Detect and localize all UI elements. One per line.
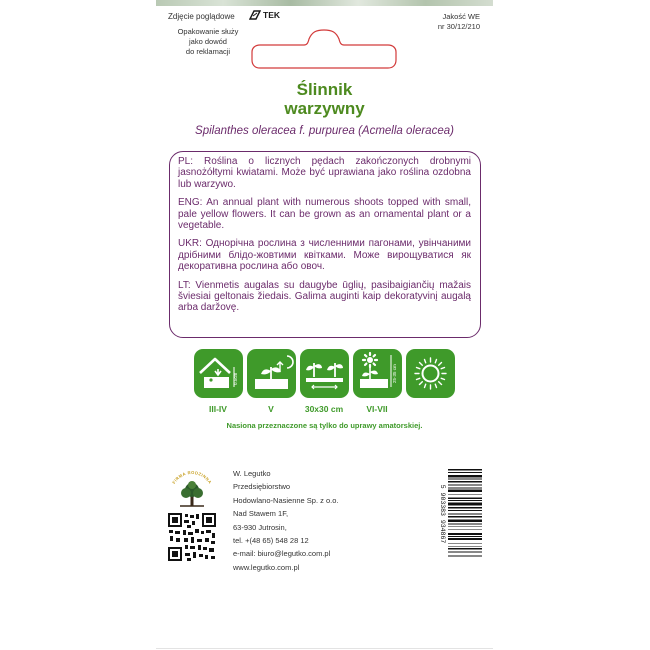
barcode-bar bbox=[448, 536, 482, 537]
tek-leaf-icon bbox=[249, 10, 261, 20]
description-pl: PL: Roślina o licznych pędach zakończonych drobnymi jasnożółtymi kwiatami. Może być uprawiana jako roślina ozdobna lub warzywo. bbox=[178, 156, 471, 190]
barcode-bar bbox=[448, 481, 482, 483]
barcode-bar bbox=[448, 500, 482, 501]
description-eng: ENG: An annual plant with numerous shoots topped with small, pale yellow flowers. It can be grown as an ornamental plant or a vegetable. bbox=[178, 197, 471, 232]
cultivation-icons bbox=[194, 349, 456, 399]
tek-badge bbox=[249, 10, 280, 20]
description-ukr: UKR: Однорічна рослина з численними пагонами, увінчаними дрібними блідо-жовтими квітками. Може вирощуватися як декоративна рослина або овоч. bbox=[178, 238, 471, 273]
plant-spacing-icon bbox=[300, 349, 349, 398]
barcode-bar bbox=[448, 494, 482, 495]
barcode-bar bbox=[448, 552, 482, 553]
barcode-bar bbox=[448, 533, 482, 535]
quality-info bbox=[438, 12, 480, 32]
company-line: Przedsiębiorstwo bbox=[233, 482, 291, 492]
quality-line-1: Jakość WE bbox=[442, 12, 480, 21]
product-name-line-1: Ślinnik bbox=[296, 80, 353, 99]
description-box bbox=[169, 151, 481, 338]
barcode-bar bbox=[448, 490, 482, 493]
company-line: W. Legutko bbox=[233, 469, 271, 478]
barcode-bar bbox=[448, 472, 482, 473]
barcode-bar bbox=[448, 507, 482, 509]
ean-barcode bbox=[436, 468, 482, 560]
barcode-bar bbox=[448, 485, 482, 486]
barcode-bar bbox=[448, 479, 482, 480]
family-company-logo bbox=[168, 470, 216, 510]
product-name-line-2: warzywny bbox=[284, 99, 365, 118]
barcode-bar bbox=[448, 497, 482, 499]
barcode-bar bbox=[448, 548, 482, 550]
proof-line: Opakowanie służy bbox=[177, 27, 239, 36]
greenhouse-sowing-icon bbox=[194, 349, 243, 398]
outdoor-planting-icon bbox=[247, 349, 296, 398]
amateur-use-notice: Nasiona przeznaczone są tylko do uprawy amatorskiej. bbox=[226, 421, 423, 430]
company-line: 63-930 Jutrosin, bbox=[233, 522, 287, 532]
proof-line: jako dowód bbox=[189, 37, 227, 46]
barcode-number: 5 903383 934867 bbox=[439, 484, 446, 544]
product-photo-strip bbox=[156, 0, 493, 6]
sowing-months-label: III-IV bbox=[209, 404, 227, 414]
product-name bbox=[156, 80, 493, 118]
barcode-bar bbox=[448, 502, 482, 505]
barcode-bar bbox=[448, 469, 482, 471]
barcode-bar bbox=[448, 514, 482, 515]
planting-month-label: V bbox=[268, 404, 274, 414]
qr-code bbox=[168, 513, 216, 561]
quality-line-2: nr 30/12/210 bbox=[437, 22, 480, 31]
barcode-bar bbox=[448, 516, 482, 518]
description-lt: LT: Vienmetis augalas su daugybe ūglių, pasibaigiančių mažais šviesiai geltonais žiedais. Galima auginti kaip dekoratyvinį augalą arba daržovę. bbox=[178, 279, 471, 314]
barcode-bar bbox=[448, 510, 482, 511]
barcode-bar bbox=[448, 538, 482, 540]
barcode-bar bbox=[448, 543, 482, 544]
barcode-bar bbox=[448, 475, 482, 478]
photo-note: Zdjęcie poglądowe bbox=[168, 12, 235, 21]
seed-packet-back bbox=[156, 0, 493, 650]
barcode-bar bbox=[448, 520, 482, 523]
barcode-bar bbox=[448, 529, 482, 530]
barcode-bar bbox=[448, 546, 482, 547]
sun-icon bbox=[406, 349, 455, 398]
tek-label: TEK bbox=[263, 10, 280, 20]
company-line: Nad Stawem 1F, bbox=[233, 509, 289, 519]
sowing-depth-label: 0.5cm bbox=[233, 372, 238, 385]
proof-line: do reklamacji bbox=[185, 47, 231, 56]
plant-height-label: 25-35 cm bbox=[392, 364, 397, 383]
company-line: Hodowlano-Nasienne Sp. z o.o. bbox=[233, 495, 339, 505]
logo-text: FIRMA RODZINNA bbox=[171, 470, 213, 485]
flowering-months-label: VI-VII bbox=[366, 404, 388, 414]
barcode-bar bbox=[448, 555, 482, 556]
barcode-bar bbox=[448, 488, 482, 489]
complaint-proof-note bbox=[168, 27, 248, 57]
company-address bbox=[233, 467, 338, 574]
company-email: e-mail: biuro@legutko.com.pl bbox=[233, 549, 331, 559]
hang-tab-outline bbox=[250, 28, 398, 72]
barcode-bar bbox=[448, 523, 482, 524]
company-phone: tel. +(48 65) 548 28 12 bbox=[233, 536, 309, 546]
spacing-label: 30x30 cm bbox=[304, 404, 344, 414]
packet-bottom-edge bbox=[156, 648, 493, 649]
latin-name: Spilanthes oleracea f. purpurea (Acmella oleracea) bbox=[195, 125, 454, 137]
flowering-icon bbox=[353, 349, 402, 398]
barcode-bar bbox=[448, 526, 482, 527]
company-website: www.legutko.com.pl bbox=[233, 562, 300, 572]
